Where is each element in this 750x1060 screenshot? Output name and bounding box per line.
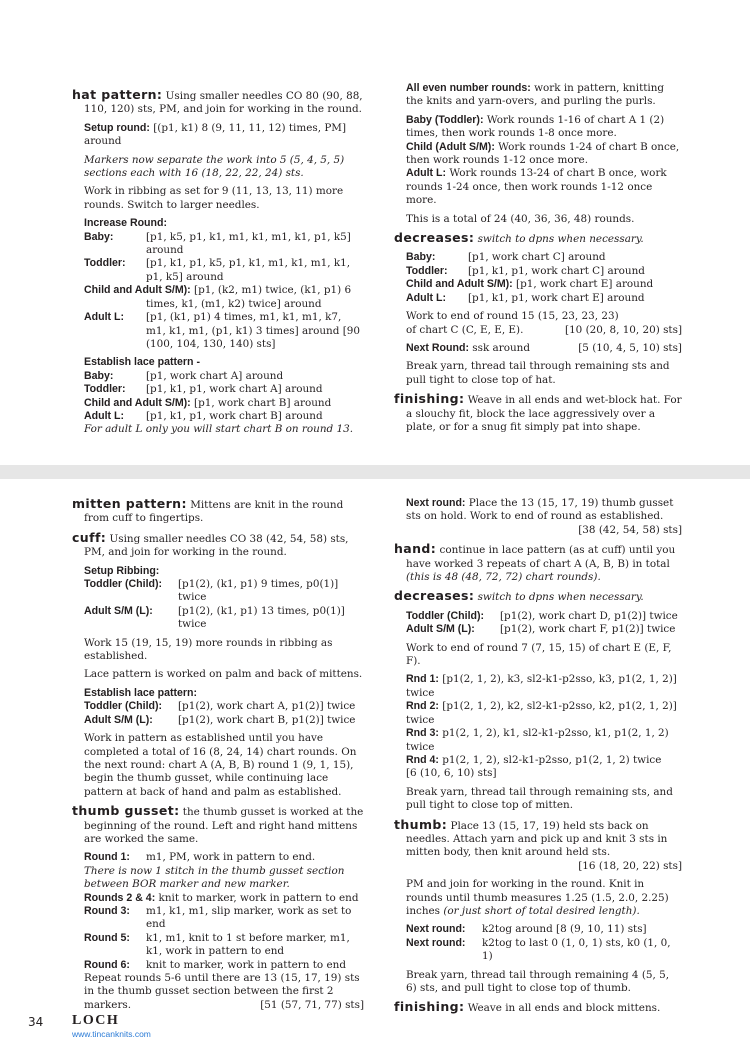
- rounds-2-4: Rounds 2 & 4: knit to marker, work in pattern to end: [84, 891, 359, 904]
- hat-left-column: [72, 88, 364, 437]
- next-round-gusset: Next round: Place the 13 (15, 17, 19) thumb gusset sts on hold. Work to end of round as established.: [406, 497, 674, 523]
- markers-note: Markers now separate the work into 5 (5, 4, 5, 5) sections each with 16 (18, 22, 22, 24) sts.: [84, 153, 345, 180]
- increase-title: Increase Round:: [84, 217, 168, 230]
- repeat-sts: [51 (57, 71, 77) sts]: [260, 999, 364, 1012]
- round-6: Round 6: knit to marker, work in pattern to end: [84, 958, 346, 971]
- rnd-2: Rnd 2: [p1(2, 1, 2), k2, sl2-k1-p2sso, k2, p1(2, 1, 2)] twice: [406, 700, 677, 726]
- lace-adult: Adult L: [p1, k1, p1, work chart B] around: [84, 409, 323, 422]
- mitten-left-column: [72, 497, 364, 1013]
- hand-section: hand: continue in lace pattern (as at cuff) until you have worked 3 repeats of chart A (A, B, B) in total (this is 48 (48, 72, 72) chart rounds).: [394, 541, 676, 584]
- thumb-section: thumb: Place 13 (15, 17, 19) held sts back on needles. Attach yarn and pick up and knit 3 sts in mitten body, then knit around held sts.: [394, 816, 668, 859]
- round-1: Round 1: m1, PM, work in pattern to end.: [84, 851, 316, 864]
- inc-baby: Baby: [p1, k5, p1, k1, m1, k1, m1, k1, p1, k5] around: [84, 230, 351, 257]
- round-1-note: There is now 1 stitch in the thumb gusset section between BOR marker and new marker.: [84, 864, 345, 891]
- lace-palm: Lace pattern is worked on palm and back of mittens.: [84, 668, 363, 681]
- dec-child: Child and Adult S/M): [p1, work chart E] around: [406, 278, 654, 291]
- break-yarn: Break yarn, thread tail through remaining sts, and pull tight to close top of mitten.: [406, 785, 673, 812]
- footer-title: LOCH: [72, 1013, 120, 1028]
- mitten-pattern-intro: mitten pattern: Mittens are knit in the round from cuff to fingertips.: [72, 496, 344, 525]
- dec-toddler: Toddler: [p1, k1, p1, work chart C] around: [406, 264, 645, 277]
- work-end-line2: of chart C (C, E, E, E). [10 (20, 8, 10, 20) sts]: [406, 323, 682, 336]
- next-round-1: Next round: k2tog around [8 (9, 10, 11) sts]: [406, 923, 647, 936]
- lace-title: Establish lace pattern -: [84, 356, 200, 369]
- rib-toddler: Toddler (Child): [p1(2), (k1, p1) 9 times, p0(1)] twice: [84, 578, 339, 604]
- page-number: 34: [28, 1015, 44, 1029]
- break-yarn: Break yarn, thread tail through remaining sts and pull tight to close top of hat.: [406, 360, 670, 386]
- finishing: finishing: Weave in all ends and wet-block hat. For a slouchy fit, block the lace aggressively over a plate, or for a snug fit simply pat into shape.: [394, 391, 682, 433]
- lace-adult: Adult S/M (L): [p1(2), work chart B, p1(2)] twice: [84, 713, 356, 726]
- even-rounds: All even number rounds: work in pattern, knitting the knits and yarn-overs, and purling the purls.: [406, 82, 665, 108]
- dec-toddler: Toddler (Child): [p1(2), work chart D, p1(2)] twice: [406, 609, 678, 622]
- pm-join: PM and join for working in the round. Knit in rounds until thumb measures 1.25 (1.5, 2.0, 2.25) inches (or just short of total desired length).: [406, 878, 669, 917]
- footer-url[interactable]: www.tincanknits.com: [72, 1029, 151, 1039]
- work-pattern: Work in pattern as established until you have completed a total of 16 (8, 24, 14) chart rounds. On the next round: chart A (A, B, B) round 1 (9, 1, 15), begin the thumb gusset, while continuing lace pattern at back of hand and palm as established.: [84, 732, 357, 798]
- adult-l-rounds: Adult L: Work rounds 13-24 of chart B once, work rounds 1-24 once, then work rounds 1-12 once more.: [406, 167, 667, 207]
- work-end-line1: Work to end of round 15 (15, 23, 23, 23): [406, 310, 619, 323]
- round-3: Round 3: m1, k1, m1, slip marker, work as set to end: [84, 904, 352, 931]
- setup-ribbing-title: Setup Ribbing:: [84, 564, 160, 577]
- repeat-rounds: Repeat rounds 5-6 until there are 13 (15, 17, 19) sts in the thumb gusset section between the first 2 markers.: [84, 972, 360, 1011]
- next-round-2: Next round: k2tog to last 0 (1, 0, 1) sts, k0 (1, 0, 1): [406, 936, 671, 963]
- mitten-right-column: [394, 497, 682, 1021]
- rnd-1: Rnd 1: [p1(2, 1, 2), k3, sl2-k1-p2sso, k3, p1(2, 1, 2)] twice: [406, 673, 677, 699]
- break-yarn-2: Break yarn, thread tail through remaining 4 (5, 5, 6) sts, and pull tight to close top of thumb.: [406, 968, 670, 994]
- thumb-gusset-section: thumb gusset: the thumb gusset is worked at the beginning of the round. Left and right hand mittens are worked the same.: [72, 803, 364, 845]
- ribbing-text: Work in ribbing as set for 9 (11, 13, 13, 11) more rounds. Switch to larger needles.: [84, 185, 344, 211]
- work-end: Work to end of round 7 (7, 15, 15) of chart E (E, F, F).: [406, 641, 672, 668]
- next-round: Next Round: ssk around [5 (10, 4, 5, 10) sts]: [406, 341, 682, 354]
- rnd-3: Rnd 3: p1(2, 1, 2), k1, sl2-k1-p2sso, k1, p1(2, 1, 2) twice: [406, 727, 669, 753]
- lace-note: For adult L only you will start chart B on round 13.: [84, 423, 354, 436]
- hat-right-column: [394, 82, 682, 439]
- cuff-section: cuff: Using smaller needles CO 38 (42, 54, 58) sts, PM, and join for working in the round.: [72, 529, 349, 559]
- lace-toddler: Toddler: [p1, k1, p1, work chart A] around: [84, 383, 323, 396]
- next-round-sts: [38 (42, 54, 58) sts]: [578, 523, 682, 536]
- decreases-heading: decreases: switch to dpns when necessary.: [394, 230, 644, 246]
- baby-toddler-rounds: Baby (Toddler): Work rounds 1-16 of chart A 1 (2) times, then work rounds 1-8 once more.: [406, 113, 665, 140]
- section-divider: [0, 465, 750, 479]
- decreases-heading: decreases: switch to dpns when necessary.: [394, 588, 644, 604]
- rnd-4-sts: [6 (10, 6, 10) sts]: [406, 767, 497, 780]
- inc-adult: Adult L: [p1, (k1, p1) 4 times, m1, k1, m1, k7, m1, k1, m1, (p1, k1) 3 times] around [90 (100, 104, 130, 140) sts]: [84, 311, 360, 350]
- dec-adult: Adult S/M (L): [p1(2), work chart F, p1(2)] twice: [406, 623, 676, 636]
- inc-child: Child and Adult S/M): [p1, (k2, m1) twice, (k1, p1) 6 times, k1, (m1, k2) twice] around: [84, 284, 352, 310]
- total-rounds: This is a total of 24 (40, 36, 36, 48) rounds.: [406, 212, 635, 225]
- section-heading: hat pattern:: [72, 87, 163, 102]
- rib-adult: Adult S/M (L): [p1(2), (k1, p1) 13 times, p0(1)] twice: [84, 604, 345, 631]
- dec-baby: Baby: [p1, work chart C] around: [406, 251, 606, 264]
- lace-baby: Baby: [p1, work chart A] around: [84, 369, 284, 382]
- child-adult-rounds: Child (Adult S/M): Work rounds 1-24 of chart B once, then work rounds 1-12 once more.: [406, 140, 680, 167]
- thumb-sts: [16 (18, 20, 22) sts]: [578, 859, 682, 872]
- lace-title: Establish lace pattern:: [84, 686, 198, 699]
- dec-adult: Adult L: [p1, k1, p1, work chart E] around: [406, 291, 645, 304]
- inc-toddler: Toddler: [p1, k1, p1, k5, p1, k1, m1, k1, m1, k1, p1, k5] around: [84, 257, 351, 283]
- round-5: Round 5: k1, m1, knit to 1 st before marker, m1, k1, work in pattern to end: [84, 931, 350, 958]
- finishing: finishing: Weave in all ends and block mittens.: [394, 999, 661, 1015]
- rnd-4: Rnd 4: p1(2, 1, 2), sl2-k1-p2sso, p1(2, 1, 2) twice: [406, 753, 662, 766]
- setup-round: Setup round: [(p1, k1) 8 (9, 11, 11, 12) times, PM] around: [84, 121, 346, 148]
- lace-child: Child and Adult S/M): [p1, work chart B] around: [84, 396, 332, 409]
- lace-toddler: Toddler (Child): [p1(2), work chart A, p1(2)] twice: [84, 700, 356, 713]
- work-15: Work 15 (19, 15, 19) more rounds in ribbing as established.: [84, 636, 333, 663]
- hat-pattern-intro: hat pattern: Using smaller needles CO 80 (90, 88, 110, 120) sts, PM, and join for working in the round.: [72, 87, 363, 116]
